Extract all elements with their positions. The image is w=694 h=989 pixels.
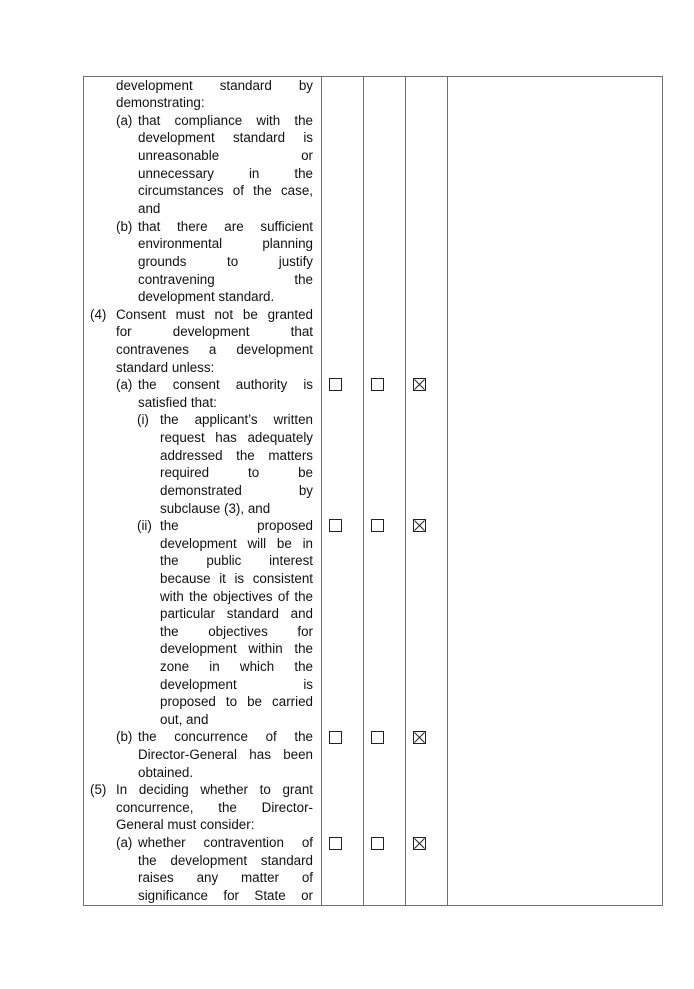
checked-checkbox[interactable] bbox=[413, 378, 426, 391]
clause-text-line: unnecessary in the bbox=[138, 166, 313, 181]
clause-text-line: particular standard and bbox=[160, 606, 313, 621]
clause-text-line: zone in which the bbox=[160, 659, 313, 674]
cross-mark-icon bbox=[414, 732, 425, 743]
subclause-label-4: (4) bbox=[90, 307, 107, 322]
clause-text-line: concurrence, the Director- bbox=[116, 800, 313, 815]
column-divider-2 bbox=[363, 76, 364, 906]
subclause-label-5: (5) bbox=[90, 782, 107, 797]
clause-text-line: grounds to justify bbox=[138, 254, 313, 269]
unchecked-checkbox[interactable] bbox=[371, 837, 384, 850]
clause-text-line: the public interest bbox=[160, 553, 313, 568]
item-label-i: (i) bbox=[137, 412, 149, 427]
clause-text-line: contravening the bbox=[138, 272, 313, 287]
cross-mark-icon bbox=[414, 838, 425, 849]
item-label-b: (b) bbox=[116, 729, 133, 744]
clause-text-line: the consent authority is bbox=[138, 377, 313, 392]
checked-checkbox[interactable] bbox=[413, 837, 426, 850]
clause-text-line: subclause (3), and bbox=[160, 501, 271, 516]
unchecked-checkbox[interactable] bbox=[371, 378, 384, 391]
clause-text-line: the applicant’s written bbox=[160, 412, 313, 427]
clause-text-line: raises any matter of bbox=[138, 870, 313, 885]
cross-mark-icon bbox=[414, 379, 425, 390]
clause-text-line: that there are sufficient bbox=[138, 219, 313, 234]
clause-text-line: significance for State or bbox=[138, 888, 313, 903]
clause-text-line: Consent must not be granted bbox=[116, 307, 313, 322]
column-divider-4 bbox=[447, 76, 448, 906]
clause-text-line: and bbox=[138, 201, 161, 216]
clause-text-line: proposed to be carried bbox=[160, 694, 313, 709]
clause-text-line: the development standard bbox=[138, 853, 313, 868]
item-label-a: (a) bbox=[116, 835, 133, 850]
clause-text-line: addressed the matters bbox=[160, 448, 313, 463]
clause-text-line: development standard is bbox=[138, 130, 313, 145]
item-label-b: (b) bbox=[116, 219, 133, 234]
clause-text-line: with the objectives of the bbox=[160, 589, 313, 604]
cross-mark-icon bbox=[414, 520, 425, 531]
clause-text-line: satisfied that: bbox=[138, 395, 217, 410]
unchecked-checkbox[interactable] bbox=[329, 378, 342, 391]
clause-text-line: because it is consistent bbox=[160, 571, 313, 586]
column-divider-3 bbox=[405, 76, 406, 906]
clause-text-line: the concurrence of the bbox=[138, 729, 313, 744]
unchecked-checkbox[interactable] bbox=[329, 837, 342, 850]
clause-text-line: required to be bbox=[160, 465, 313, 480]
clause-text-line: development within the bbox=[160, 641, 313, 656]
clause-text-line: demonstrated by bbox=[160, 483, 313, 498]
clause-text-line: environmental planning bbox=[138, 236, 313, 251]
column-divider-1 bbox=[321, 76, 322, 906]
clause-text-line: development standard by bbox=[116, 78, 313, 93]
checked-checkbox[interactable] bbox=[413, 519, 426, 532]
clause-text-line: Director-General has been bbox=[138, 747, 313, 762]
clause-text-line: development will be in bbox=[160, 536, 313, 551]
clause-text-line: standard unless: bbox=[116, 360, 215, 375]
clause-text-line: demonstrating: bbox=[116, 95, 205, 110]
clause-text-line: contravenes a development bbox=[116, 342, 313, 357]
item-label-a: (a) bbox=[116, 113, 133, 128]
clause-text-line: that compliance with the bbox=[138, 113, 313, 128]
clause-text-line: obtained. bbox=[138, 765, 194, 780]
unchecked-checkbox[interactable] bbox=[371, 731, 384, 744]
clause-text-line: In deciding whether to grant bbox=[116, 782, 313, 797]
clause-text-line: the proposed bbox=[160, 518, 313, 533]
checked-checkbox[interactable] bbox=[413, 731, 426, 744]
unchecked-checkbox[interactable] bbox=[329, 519, 342, 532]
clause-text-line: for development that bbox=[116, 324, 313, 339]
clause-text-line: whether contravention of bbox=[138, 835, 313, 850]
clause-text-line: request has adequately bbox=[160, 430, 313, 445]
item-label-ii: (ii) bbox=[137, 518, 152, 533]
unchecked-checkbox[interactable] bbox=[371, 519, 384, 532]
unchecked-checkbox[interactable] bbox=[329, 731, 342, 744]
item-label-a: (a) bbox=[116, 377, 133, 392]
clause-text-line: circumstances of the case, bbox=[138, 183, 313, 198]
clause-text-line: development is bbox=[160, 677, 313, 692]
clause-text-line: development standard. bbox=[138, 289, 275, 304]
clause-text-line: General must consider: bbox=[116, 817, 255, 832]
clause-text-line: out, and bbox=[160, 712, 209, 727]
clause-text-line: unreasonable or bbox=[138, 148, 313, 163]
clause-text-line: the objectives for bbox=[160, 624, 313, 639]
